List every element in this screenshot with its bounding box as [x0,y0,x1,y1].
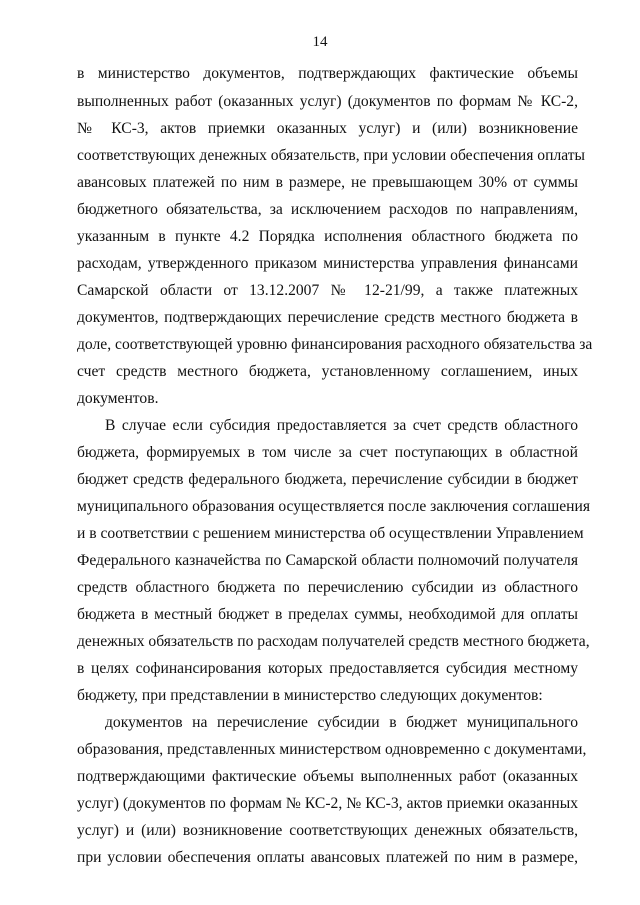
text-line: документов. [77,390,159,407]
text-line: в министерство документов, подтверждающих фактические объемы [77,65,578,82]
text-line: Самарской области от 13.12.2007 № 12-21/99, а также платежных [77,282,578,299]
text-line: в целях софинансирования которых предоставляется субсидия местному [77,660,578,677]
text-line: бюджета, формируемых в том числе за счет поступающих в областной [77,444,578,461]
text-line: документов, подтверждающих перечисление средств местного бюджета в [77,309,578,326]
text-line: бюджета в местный бюджет в пределах суммы, необходимой для оплаты [77,606,578,623]
text-line: бюджетного обязательства, за исключением расходов по направлениям, [77,201,578,218]
text-line: расходам, утвержденного приказом министерства управления финансами [77,255,578,272]
text-line: подтверждающими фактические объемы выполненных работ (оказанных [77,768,578,785]
text-line: при условии обеспечения оплаты авансовых платежей по ним в размере, [77,849,578,866]
text-line: образования, представленных министерством одновременно с документами, [77,741,587,758]
text-line: доле, соответствующей уровню финансирования расходного обязательства за [77,336,593,353]
text-line: муниципального образования осуществляется после заключения соглашения [77,498,591,515]
text-line: авансовых платежей по ним в размере, не превышающем 30% от суммы [77,174,578,191]
text-line: бюджет средств федерального бюджета, перечисление субсидии в бюджет [77,471,578,488]
text-line: указанным в пункте 4.2 Порядка исполнения областного бюджета по [77,228,578,245]
text-line: Федерального казначейства по Самарской области полномочий получателя [77,552,578,569]
text-line: выполненных работ (оказанных услуг) (документов по формам № КС-2, [77,93,578,110]
page-number: 14 [312,34,328,50]
text-line: и в соответствии с решением министерства об осуществлении Управлением [77,525,584,542]
text-line: документов на перечисление субсидии в бюджет муниципального [105,714,578,731]
text-line: денежных обязательств по расходам получателей средств местного бюджета, [77,633,590,650]
text-line: услуг) (документов по формам № КС-2, № КС-3, актов приемки оказанных [77,795,578,812]
text-line: средств областного бюджета по перечислению субсидии из областного [77,579,578,596]
text-line: услуг) и (или) возникновение соответствующих денежных обязательств, [77,822,578,839]
text-line: соответствующих денежных обязательств, при условии обеспечения оплаты [77,147,586,164]
text-line: счет средств местного бюджета, установленному соглашением, иных [77,363,578,380]
text-line: № КС-3, актов приемки оказанных услуг) и (или) возникновение [77,120,578,137]
text-line: бюджету, при представлении в министерство следующих документов: [77,687,543,704]
text-line: В случае если субсидия предоставляется за счет средств областного [105,417,578,434]
